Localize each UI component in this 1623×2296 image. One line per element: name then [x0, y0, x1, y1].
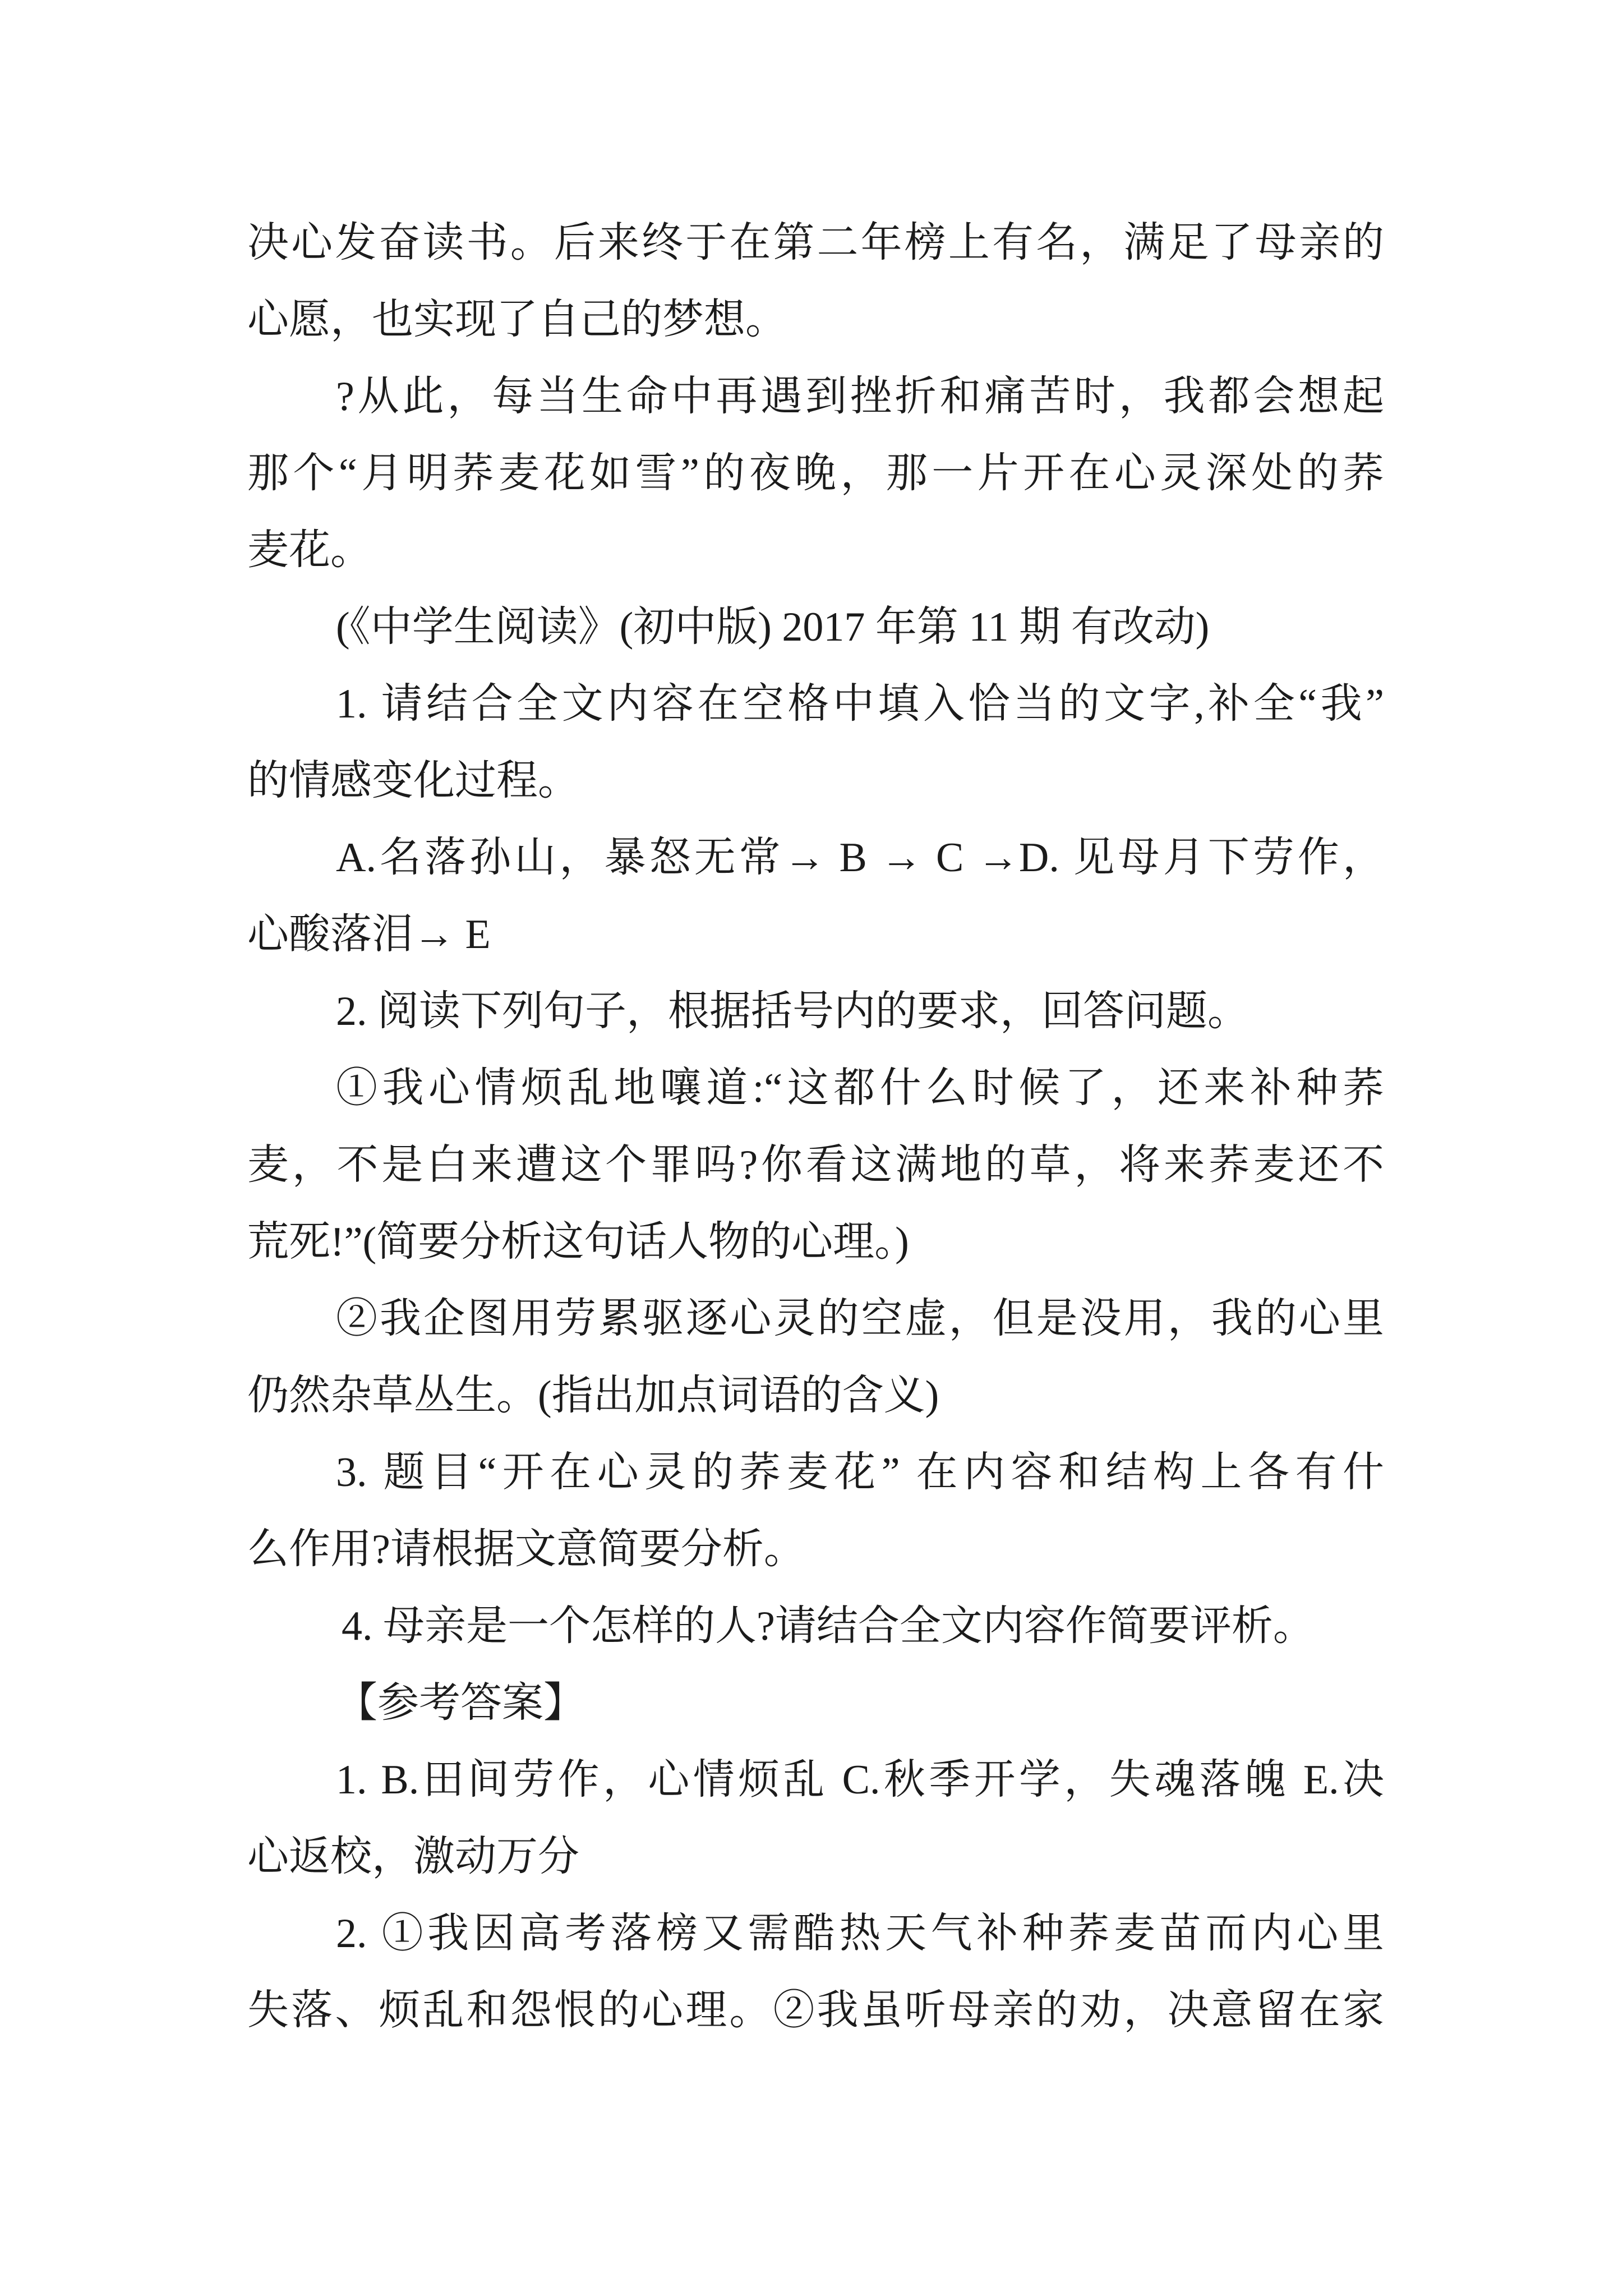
question-line: 的情感变化过程。 [247, 758, 579, 804]
question-1 [247, 666, 1384, 820]
question-line: 1. 请结合全文内容在空格中填入恰当的文字,补全“我” [336, 681, 1384, 727]
passage-paragraph [247, 205, 1384, 358]
question-line: 仍然杂草丛生。(指出加点词语的含义) [247, 1373, 939, 1419]
answer-2 [247, 1895, 1384, 2049]
question-4 [247, 1588, 1384, 1665]
question-line: 2. 阅读下列句子，根据括号内的要求，回答问题。 [336, 988, 1249, 1034]
passage-line: 那个“月明荞麦花如雪”的夜晚，那一片开在心灵深处的荞 [247, 450, 1384, 496]
answer-line: 1. B.田间劳作，心情烦乱 C.秋季开学，失魂落魄 E.决 [336, 1757, 1384, 1803]
question-line: 么作用?请根据文意简要分析。 [247, 1526, 805, 1572]
question-2 [247, 973, 1384, 1050]
passage-line: ?从此，每当生命中再遇到挫折和痛苦时，我都会想起 [336, 374, 1384, 420]
answer-key-heading: 【参考答案】 [336, 1680, 585, 1726]
answer-line: 2. ①我因高考落榜又需酷热天气补种荞麦苗而内心里 [336, 1911, 1384, 1957]
passage-line: 心愿，也实现了自己的梦想。 [247, 297, 787, 343]
question-2-item-2 [247, 1281, 1384, 1434]
question-2-item-1 [247, 1050, 1384, 1281]
text-column [247, 205, 1384, 2049]
question-line: 荒死!”(简要分析这句话人物的心理。) [247, 1219, 909, 1265]
question-1-sequence [247, 820, 1384, 973]
passage-line: 决心发奋读书。后来终于在第二年榜上有名，满足了母亲的 [247, 220, 1384, 266]
question-line: 4. 母亲是一个怎样的人?请结合全文内容作简要评析。 [342, 1603, 1315, 1649]
passage-paragraph [247, 358, 1384, 589]
answer-1 [247, 1742, 1384, 1895]
answer-line: 失落、烦乱和怨恨的心理。②我虽听母亲的劝，决意留在家 [247, 1987, 1384, 2033]
question-line: ①我心情烦乱地嚷道:“这都什么时候了，还来补种荞 [336, 1065, 1384, 1111]
question-line: 3. 题目“开在心灵的荞麦花” 在内容和结构上各有什 [336, 1450, 1384, 1496]
question-line: 心酸落泪→ E [247, 912, 491, 958]
question-line: A.名落孙山，暴怒无常→ B → C →D. 见母月下劳作， [336, 835, 1384, 881]
passage-source: (《中学生阅读》(初中版) 2017 年第 11 期 有改动) [336, 604, 1210, 650]
question-line: 麦，不是白来遭这个罪吗?你看这满地的草，将来荞麦还不 [247, 1142, 1384, 1188]
question-3 [247, 1434, 1384, 1588]
question-line: ②我企图用劳累驱逐心灵的空虚，但是没用，我的心里 [336, 1296, 1384, 1342]
answer-line: 心返校，激动万分 [247, 1834, 579, 1880]
passage-line: 麦花。 [247, 527, 372, 573]
